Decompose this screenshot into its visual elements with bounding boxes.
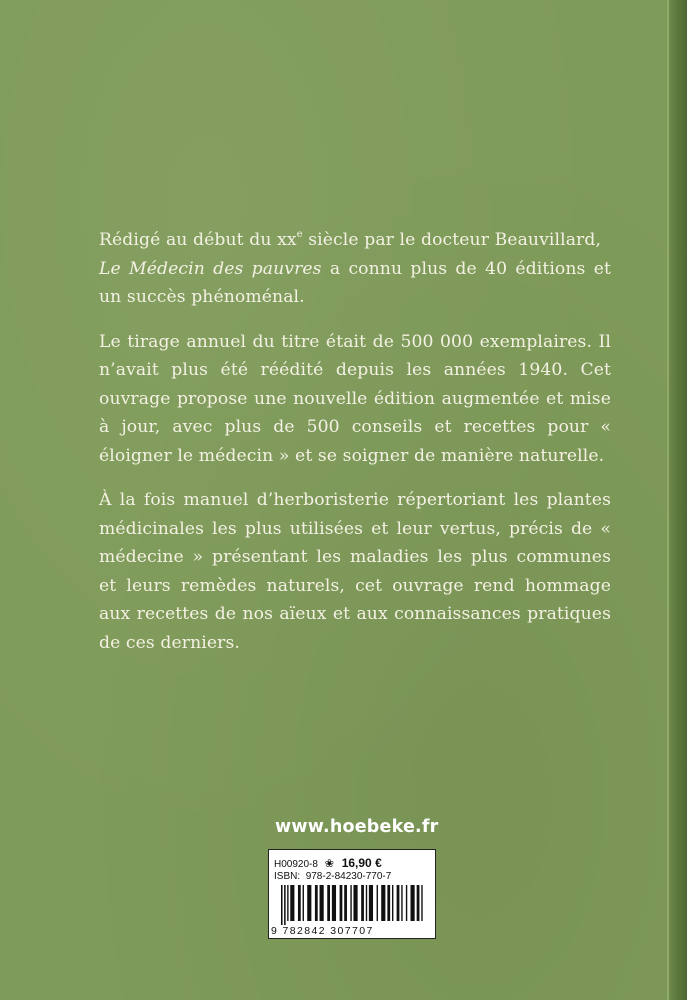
barcode-label — [268, 849, 436, 939]
isbn-number: 978-2-84230-770-7 — [305, 871, 392, 882]
price-row — [274, 856, 382, 870]
blurb-paragraph-1: Rédigé au début du $xx^e$ siècle par le docteur Beauvillard, Le Médecin des pauvres a connu plus de 40 éditions et un succès phénoménal. — [99, 229, 611, 307]
price: 16,90 € — [341, 856, 382, 870]
isbn-label: ISBN: — [274, 871, 301, 882]
barcode-digits: 9 782842 307707 — [271, 925, 374, 937]
back-cover-blurb — [99, 226, 611, 673]
barcode-bars — [281, 885, 429, 925]
product-code: H00920-8 — [274, 859, 318, 870]
publisher-website: www.hoebeke.fr — [275, 817, 439, 837]
blurb-paragraph-3: À la fois manuel d’herboristerie répertoriant les plantes médicinales les plus utilisées et leur vertus, précis de « médecine » présentant les maladies les plus communes et leurs remèdes naturels, cet ouvrage rend hommage aux recettes de nos aïeux et aux connaissances pratiques de ces derniers. — [99, 490, 611, 653]
isbn-row — [274, 871, 391, 882]
spine-edge — [669, 0, 687, 1000]
publisher-logo-icon: ❀ — [324, 858, 334, 870]
book-title: Le Médecin des pauvres — [99, 258, 322, 279]
blurb-paragraph-2: Le tirage annuel du titre était de 500 000 exemplaires. Il n’avait plus été réédité depuis les années 1940. Cet ouvrage propose une nouvelle édition augmentée et mise à jour, avec plus de 500 conseils et recettes pour « éloigner le médecin » et se soigner de manière naturelle. — [99, 331, 611, 466]
